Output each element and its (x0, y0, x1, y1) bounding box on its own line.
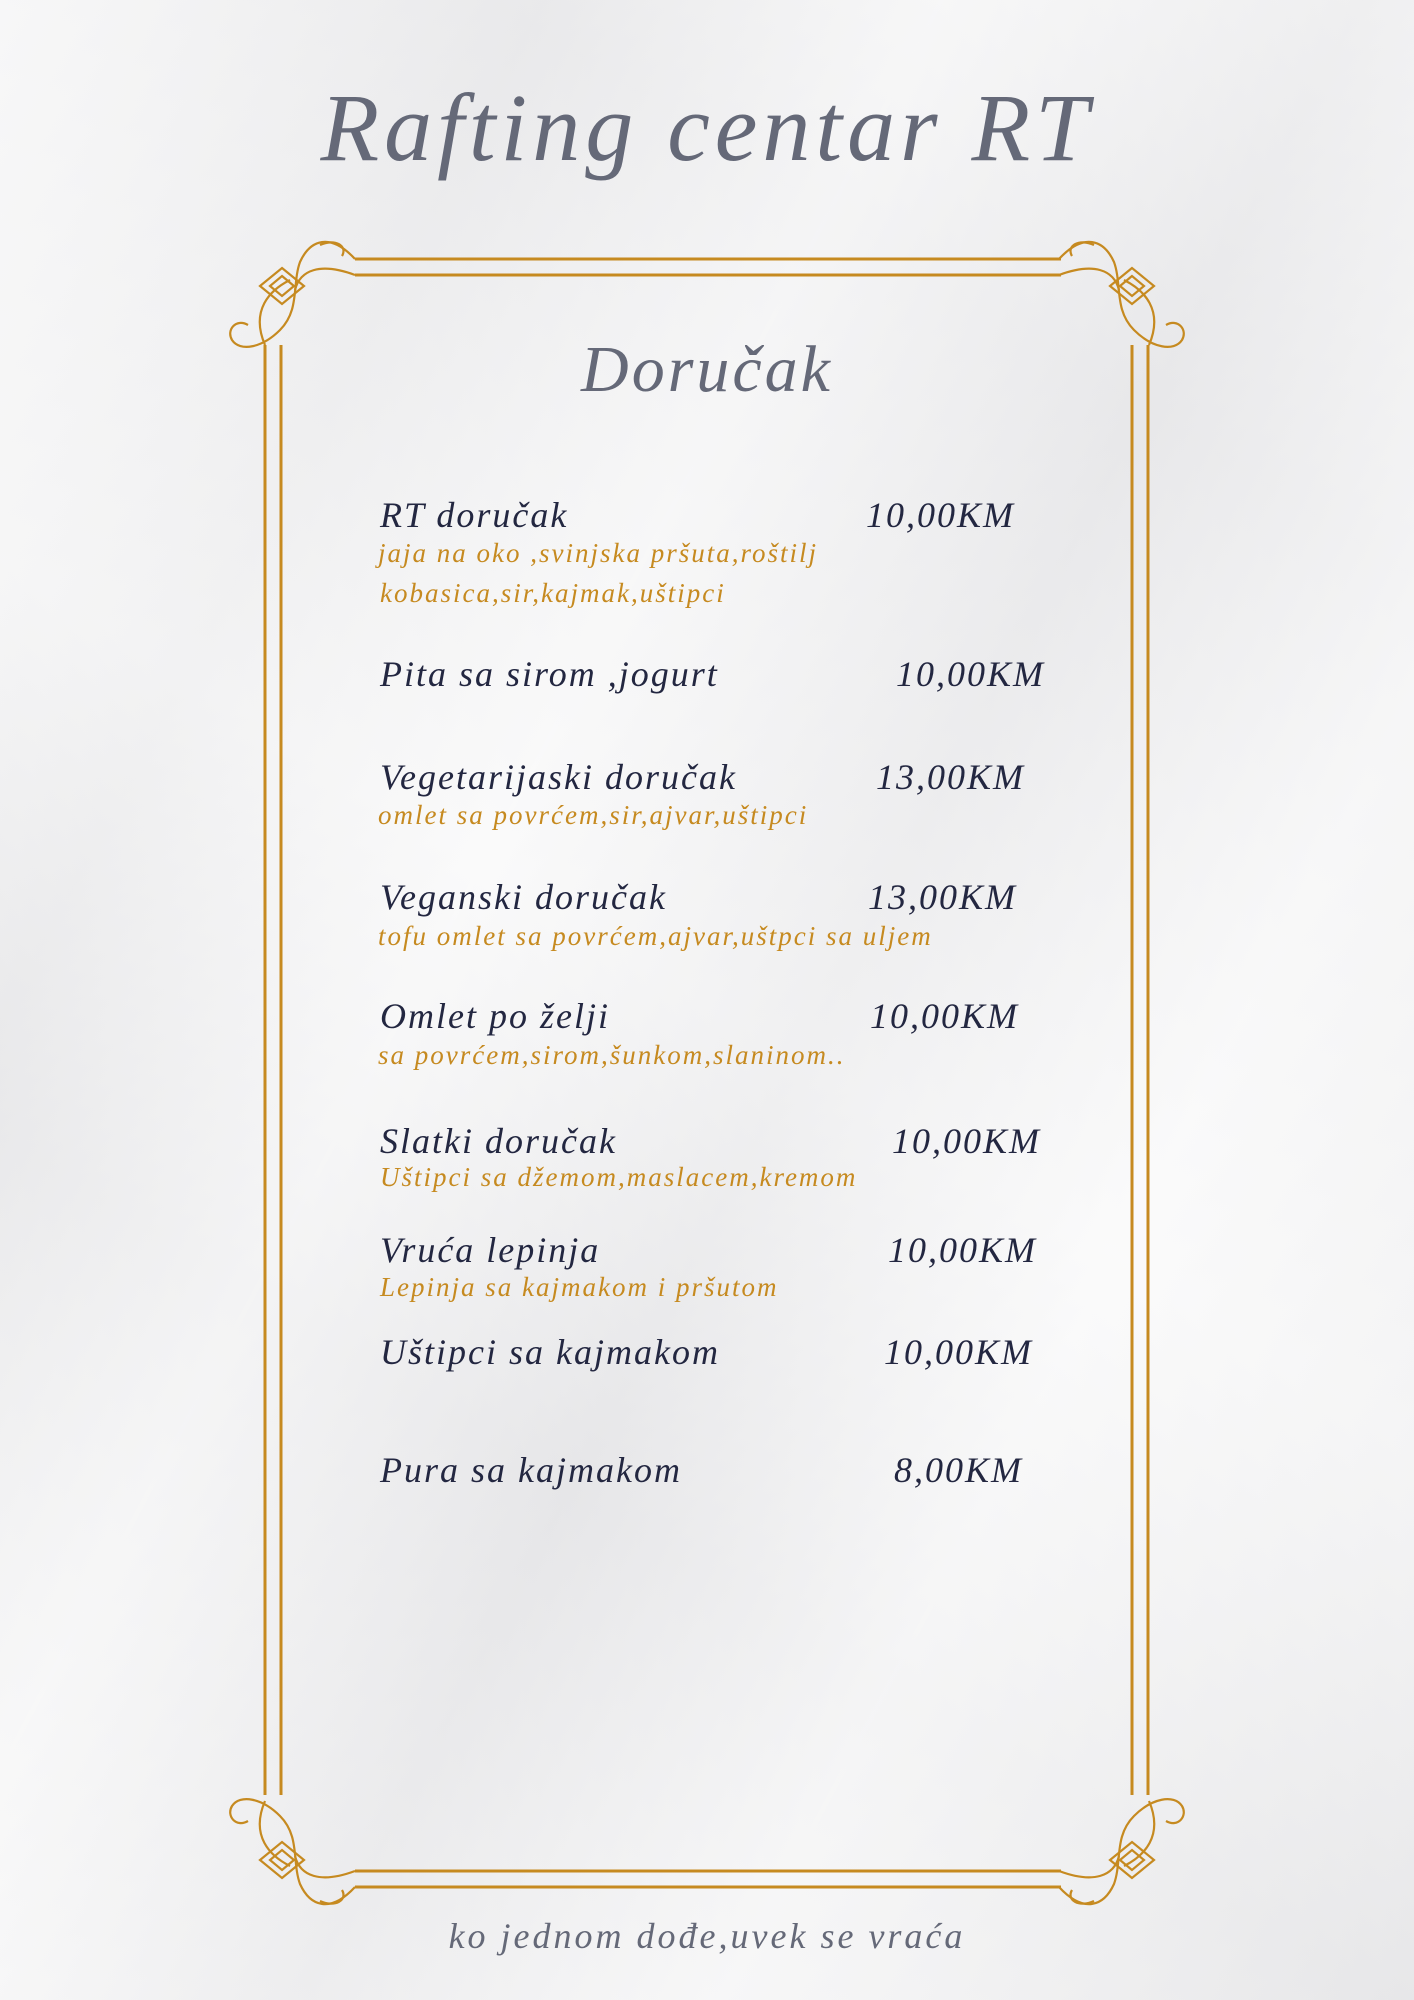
restaurant-title: Rafting centar RT (320, 74, 1094, 181)
menu-item-name: Uštipci sa kajmakom (380, 1332, 720, 1372)
menu-item-price: 10,00KM (884, 1332, 1033, 1372)
menu-item-description: jaja na oko ,svinjska pršuta,roštilj (378, 538, 819, 568)
menu-item-price: 10,00KM (870, 996, 1019, 1036)
menu-item-price: 10,00KM (866, 495, 1015, 535)
menu-item-description: sa povrćem,sirom,šunkom,slaninom.. (378, 1040, 846, 1070)
menu-item-name: Pita sa sirom ,jogurt (380, 654, 719, 694)
menu-item-description: kobasica,sir,kajmak,uštipci (380, 578, 726, 608)
corner-ornament-bottom-right (1059, 1799, 1184, 1904)
menu-item-price: 13,00KM (876, 757, 1025, 797)
menu-item-name: Veganski doručak (380, 877, 667, 917)
menu-item-name: Omlet po želji (380, 996, 610, 1036)
menu-item-name: Pura sa kajmakom (380, 1450, 682, 1490)
menu-item-price: 10,00KM (888, 1230, 1037, 1270)
menu-item-name: RT doručak (380, 495, 569, 535)
menu-item-description: Lepinja sa kajmakom i pršutom (380, 1272, 779, 1302)
menu-item-description: tofu omlet sa povrćem,ajvar,uštpci sa uljem (378, 921, 933, 951)
menu-item-price: 13,00KM (868, 877, 1017, 917)
menu-item-price: 10,00KM (892, 1121, 1041, 1161)
menu-item-name: Vegetarijaski doručak (380, 757, 737, 797)
menu-item-name: Slatki doručak (380, 1121, 617, 1161)
section-title: Doručak (581, 333, 833, 406)
menu-item-description: omlet sa povrćem,sir,ajvar,uštipci (378, 800, 809, 830)
menu-item-price: 8,00KM (894, 1450, 1023, 1490)
footer-slogan: ko jednom dođe,uvek se vraća (448, 1916, 966, 1956)
menu-item-price: 10,00KM (896, 654, 1045, 694)
menu-item-name: Vruća lepinja (380, 1230, 601, 1270)
menu-item-description: Uštipci sa džemom,maslacem,kremom (380, 1162, 858, 1192)
corner-ornament-bottom-left (230, 1799, 355, 1904)
